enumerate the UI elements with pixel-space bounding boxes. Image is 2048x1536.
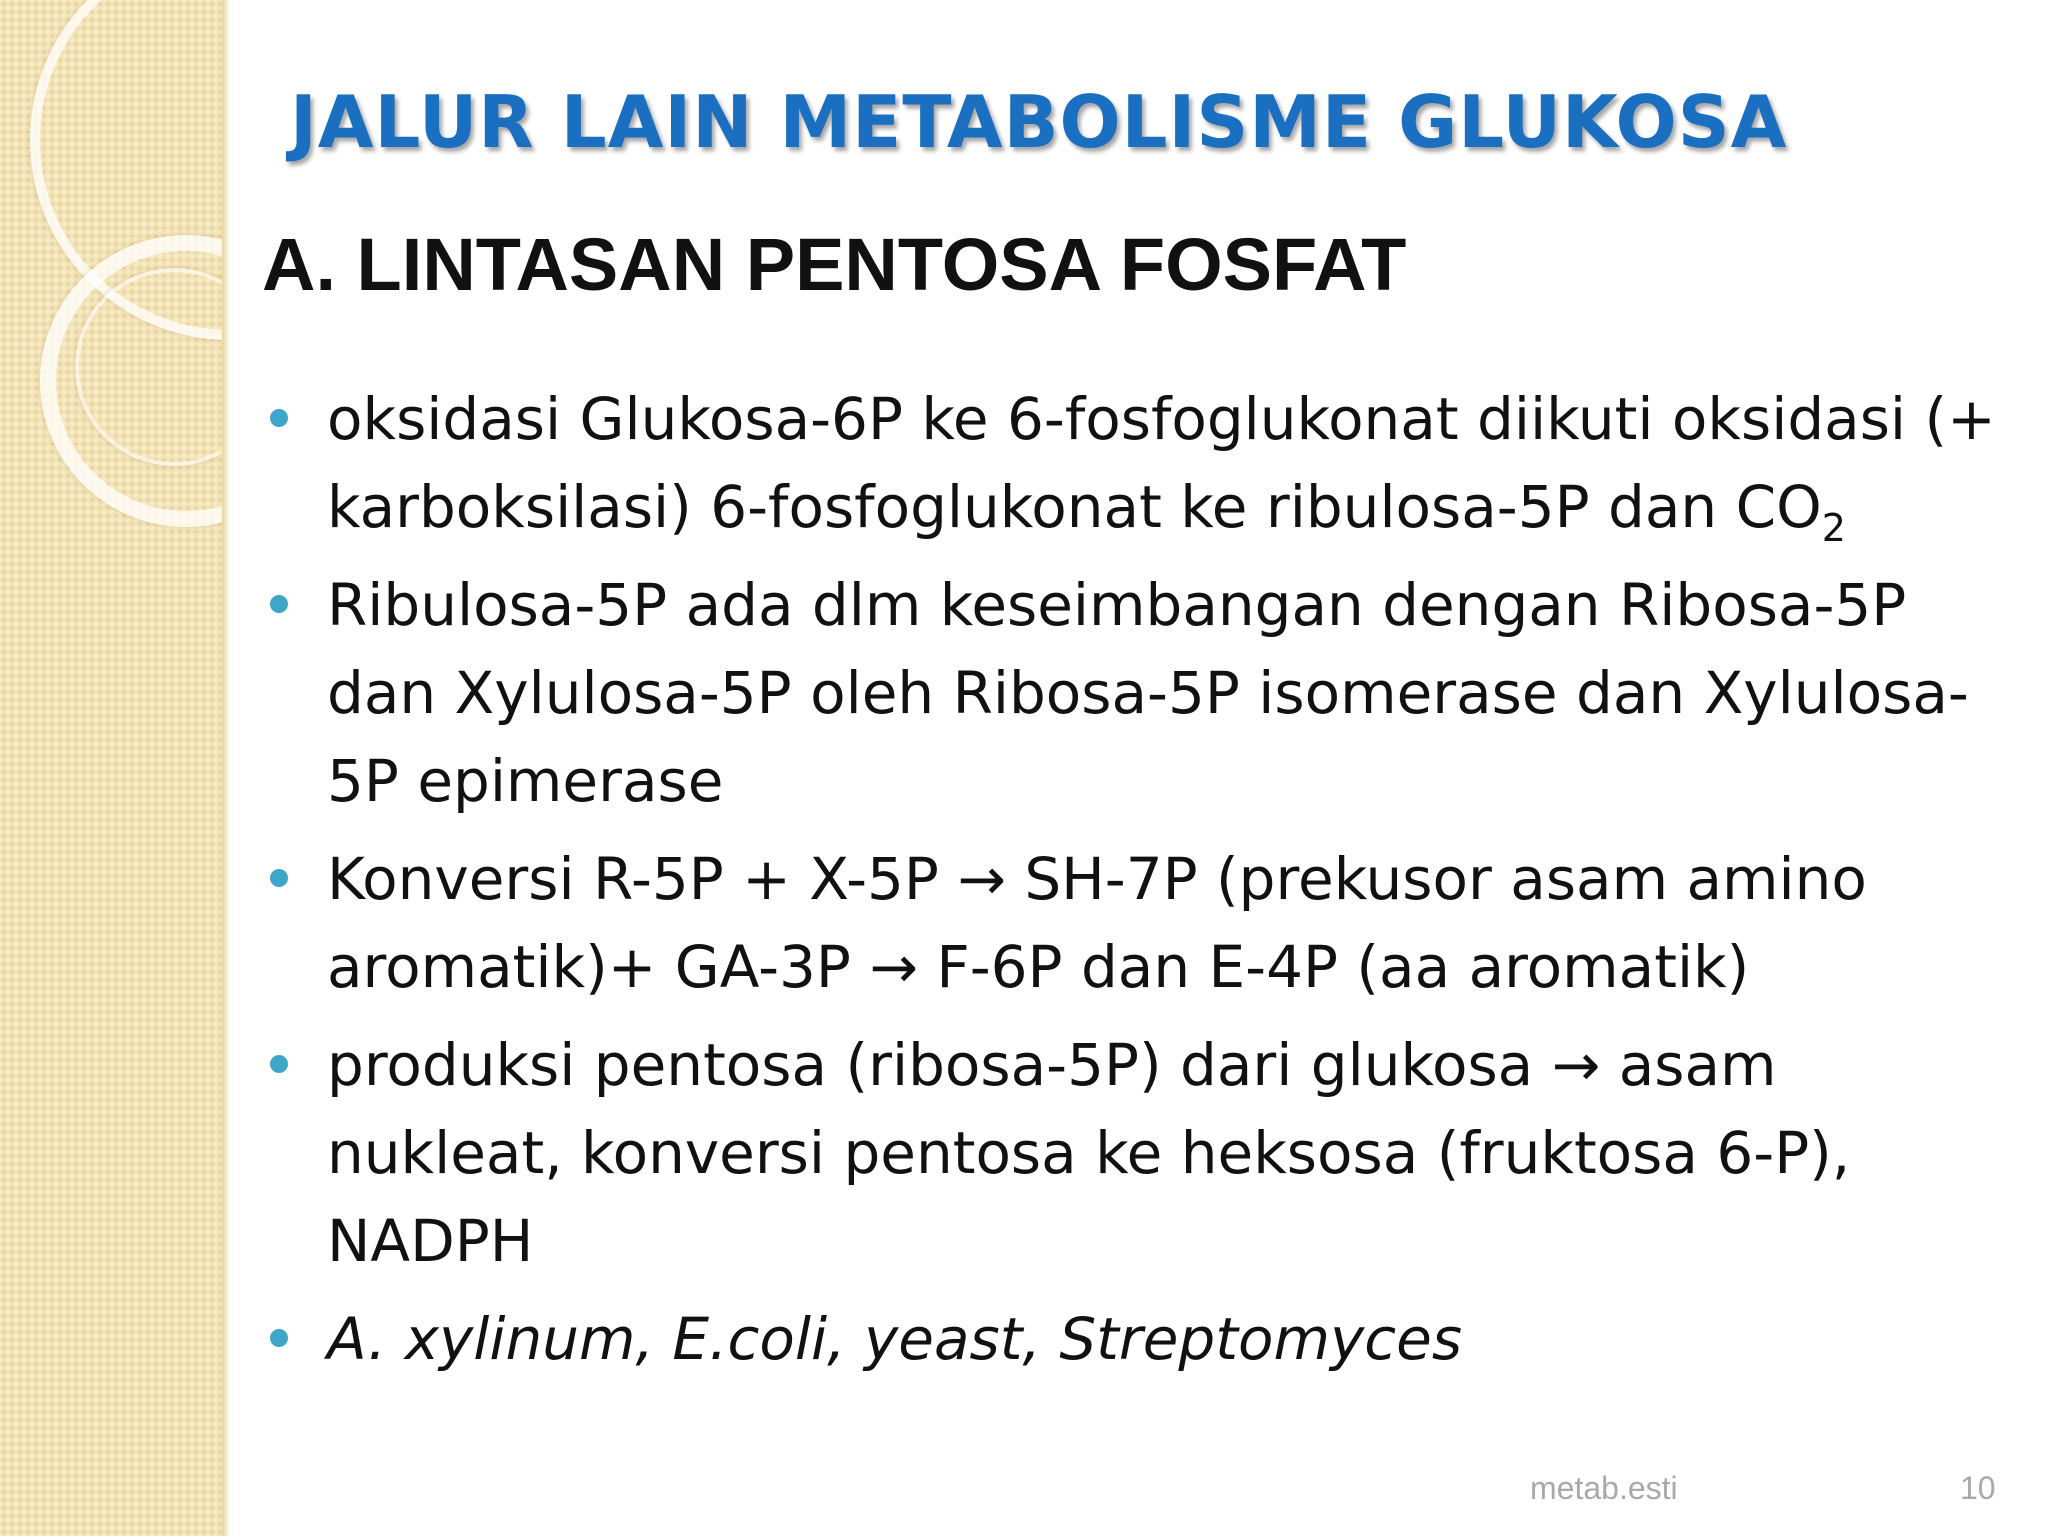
bullet-item (262, 561, 2022, 825)
side-band-edge (222, 0, 230, 1536)
slide-title: JALUR LAIN METABOLISME GLUKOSA (290, 80, 1788, 164)
page-number: 10 (1960, 1470, 1996, 1506)
bullet-text: Ribulosa-5P ada dlm keseimbangan dengan Ribosa-5P dan Xylulosa-5P oleh Ribosa-5P isomerase dan Xylulosa-5P epimerase (327, 571, 1969, 815)
bullet-text: oksidasi Glukosa-6P ke 6-fosfoglukonat diikuti oksidasi (+ karboksilasi) 6-fosfoglukonat ke ribulosa-5P dan $CO_2$ (327, 385, 1996, 550)
bullet-icon (270, 409, 288, 427)
bullet-item (262, 835, 2022, 1011)
bullet-list (262, 375, 2022, 1393)
subscript: 2 (1821, 506, 1846, 550)
bullet-text: A. xylinum, E.coli, yeast, Streptomyces (327, 1305, 1463, 1373)
bullet-icon (270, 1329, 288, 1347)
section-heading: A. LINTASAN PENTOSA FOSFAT (262, 223, 1407, 306)
bullet-item (262, 1021, 2022, 1285)
bullet-icon (270, 595, 288, 613)
bullet-icon (270, 869, 288, 887)
bullet-text: Konversi R-5P + X-5P → SH-7P (prekusor asam amino aromatik)+ GA-3P → F-6P dan E-4P (aa aromatik) (327, 845, 1867, 1001)
footer-label: metab.esti (1530, 1470, 1678, 1506)
bullet-text: produksi pentosa (ribosa-5P) dari glukosa → asam nukleat, konversi pentosa ke heksosa (fruktosa 6-P), NADPH (327, 1031, 1851, 1275)
bullet-icon (270, 1055, 288, 1073)
bullet-item (262, 375, 2022, 551)
bullet-item (262, 1295, 2022, 1383)
